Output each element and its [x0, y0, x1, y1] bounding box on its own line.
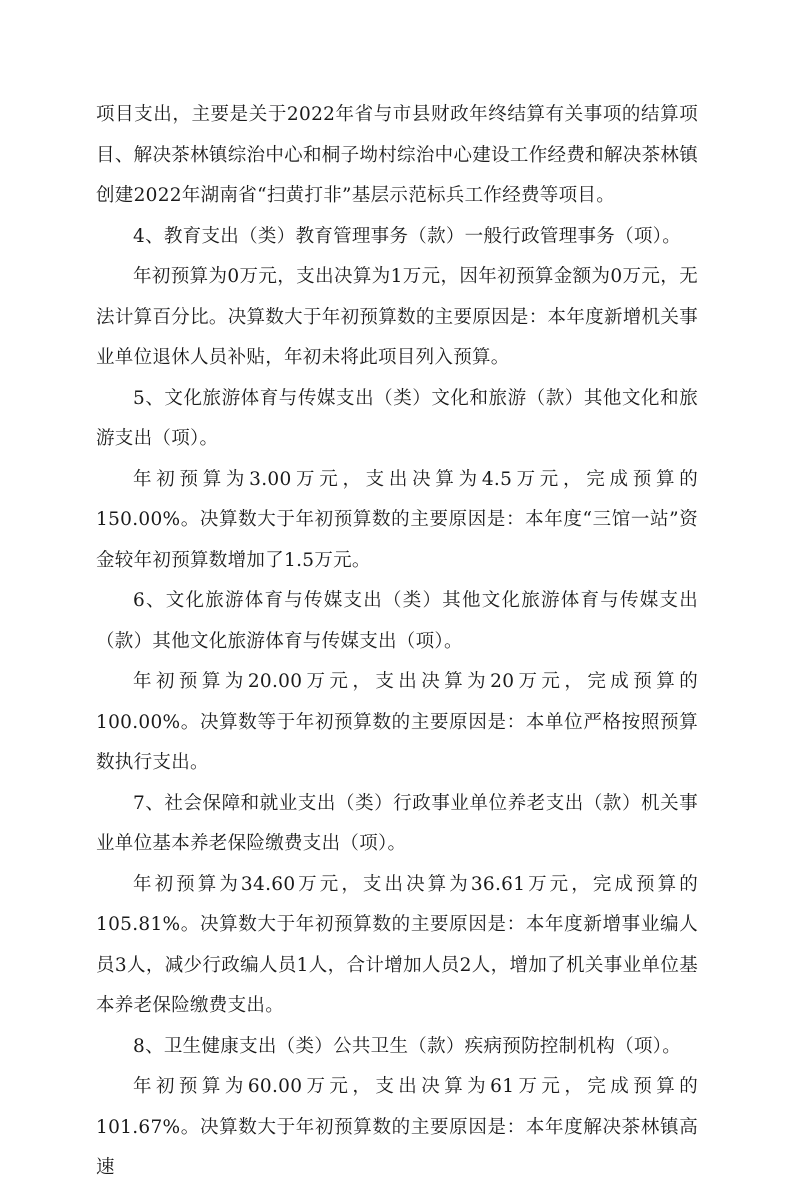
document-page — [96, 95, 698, 1189]
paragraph-social-security-budget: 年初预算为34.60万元，支出决算为36.61万元，完成预算的105.81%。决算数大于年初预算数的主要原因是：本年度新增事业编人员3人，减少行政编人员1人，合计增加人员2人，增加了机关事业单位基本养老保险缴费支出。 — [96, 873, 698, 1016]
paragraph-education-budget: 年初预算为0万元，支出决算为1万元，因年初预算金额为0万元，无法计算百分比。决算数大于年初预算数的主要原因是：本年度新增机关事业单位退休人员补贴，年初未将此项目列入预算。 — [96, 266, 698, 368]
paragraph-health-budget: 年初预算为60.00万元，支出决算为61万元，完成预算的101.67%。决算数大于年初预算数的主要原因是：本年度解决茶林镇高速 — [96, 1076, 698, 1178]
paragraph-project-expenditure: 项目支出，主要是关于2022年省与市县财政年终结算有关事项的结算项目、解决茶林镇综治中心和桐子坳村综治中心建设工作经费和解决茶林镇创建2022年湖南省“扫黄打非”基层示范标兵工作经费等项目。 — [96, 104, 698, 206]
paragraph-other-culture-budget: 年初预算为20.00万元，支出决算为20万元，完成预算的100.00%。决算数等于年初预算数的主要原因是：本单位严格按照预算数执行支出。 — [96, 671, 698, 773]
heading-health-expenditure: 8、卫生健康支出（类）公共卫生（款）疾病预防控制机构（项）。 — [133, 1035, 682, 1057]
heading-other-culture-expenditure: 6、文化旅游体育与传媒支出（类）其他文化旅游体育与传媒支出（款）其他文化旅游体育与传媒支出（项）。 — [96, 590, 698, 652]
heading-culture-tourism-expenditure: 5、文化旅游体育与传媒支出（类）文化和旅游（款）其他文化和旅游支出（项）。 — [96, 387, 698, 449]
heading-social-security-expenditure: 7、社会保障和就业支出（类）行政事业单位养老支出（款）机关事业单位基本养老保险缴费支出（项）。 — [96, 792, 698, 854]
paragraph-culture-tourism-budget: 年初预算为3.00万元，支出决算为4.5万元，完成预算的150.00%。决算数大于年初预算数的主要原因是：本年度“三馆一站”资金较年初预算数增加了1.5万元。 — [96, 468, 698, 571]
heading-education-expenditure: 4、教育支出（类）教育管理事务（款）一般行政管理事务（项）。 — [133, 225, 682, 247]
